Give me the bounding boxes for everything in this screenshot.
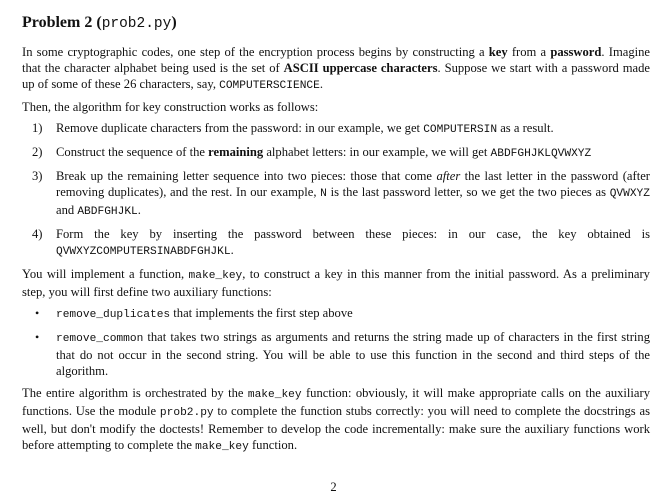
step-code: N	[320, 188, 327, 200]
implement-paragraph	[22, 266, 650, 300]
intro-text-1: In some cryptographic codes, one step of the encryption process begins by constructing a	[22, 45, 489, 59]
step-code: QVWXYZCOMPUTERSINABDFGHJKL	[56, 246, 231, 258]
step-text: as a result.	[497, 121, 554, 135]
entire-code-3: make_key	[195, 441, 249, 453]
entire-paragraph	[22, 385, 650, 455]
intro-ascii-term: ASCII uppercase characters	[283, 61, 438, 75]
entire-text-2: function: obviously, it will make appropriate calls on the auxiliary functions. Use the module	[22, 386, 650, 418]
step-text: alphabet letters: in our example, we will get	[263, 145, 491, 159]
implement-code: make_key	[188, 270, 243, 282]
bullet-icon: •	[35, 306, 40, 320]
entire-text-4: function.	[248, 438, 298, 452]
step-text: is the last password letter, so we get the two pieces as	[326, 185, 610, 199]
entire-text-1: The entire algorithm is orchestrated by the	[22, 386, 248, 400]
step-code: COMPUTERSIN	[423, 124, 498, 136]
title-filename: prob2.py	[101, 16, 172, 32]
step-text: .	[230, 243, 234, 257]
step-number: 2)	[32, 145, 43, 159]
then-paragraph: Then, the algorithm for key construction works as follows:	[22, 100, 319, 114]
step-bold: remaining	[208, 145, 264, 159]
intro-key-term: key	[488, 45, 508, 59]
intro-text-5: .	[319, 77, 323, 91]
implement-text-2: , to construct a key in this manner from the initial password. As a preliminary step, you will first define two auxiliary functions:	[22, 267, 650, 299]
aux-description: that implements the first step above	[170, 306, 353, 320]
step-3	[22, 168, 650, 220]
entire-text-3: to complete the function stubs correctly: you will need to complete the docstrings as well, but don't modify the doctests! Remember to develop the code incrementally: make sure the auxiliary functions work before attempting to complete the	[22, 404, 650, 452]
step-1	[22, 120, 650, 138]
intro-example-password: COMPUTERSCIENCE	[219, 80, 320, 92]
implement-text-1: You will implement a function,	[22, 267, 189, 281]
intro-text-3: . Imagine that the character alphabet being used is the set of	[22, 45, 651, 75]
intro-paragraph	[22, 44, 650, 94]
step-text: Form the key by inserting the password between these pieces: in our case, the key obtained is	[56, 227, 650, 241]
problem-title	[22, 14, 177, 32]
entire-code-2: prob2.py	[159, 407, 214, 419]
step-code: QVWXYZ	[609, 188, 650, 200]
page-number: 2	[330, 480, 337, 494]
bullet-icon: •	[35, 330, 40, 344]
problem-body	[22, 44, 650, 460]
aux-item-remove-common	[22, 329, 650, 379]
step-2	[22, 144, 650, 162]
step-italic: after	[436, 169, 461, 183]
title-prefix: Problem 2 (	[22, 14, 102, 31]
step-text: .	[137, 203, 141, 217]
step-number: 3)	[32, 169, 43, 183]
intro-text-2: from a	[507, 45, 551, 59]
step-text: Remove duplicate characters from the password: in our example, we get	[56, 121, 424, 135]
step-number: 1)	[32, 121, 43, 135]
auxiliary-functions-list	[22, 305, 650, 379]
aux-description: that takes two strings as arguments and returns the string made up of characters in the first string that do not occur in the second string. You will be able to use this function in the second and third steps of the algorithm.	[56, 330, 650, 378]
aux-function-name: remove_common	[56, 333, 144, 345]
step-text: the last letter in the password (after removing duplicates), and the rest. In our example,	[56, 169, 650, 199]
step-code: ABDFGHJKL	[77, 206, 138, 218]
intro-password-term: password	[550, 45, 602, 59]
step-4	[22, 226, 650, 260]
aux-function-name: remove_duplicates	[56, 309, 171, 321]
entire-code-1: make_key	[247, 389, 302, 401]
aux-item-remove-duplicates	[22, 305, 650, 323]
step-text: and	[56, 203, 78, 217]
step-code: ABDFGHJKLQVWXYZ	[490, 148, 592, 160]
step-number: 4)	[32, 227, 43, 241]
title-suffix: )	[171, 14, 177, 31]
step-text: Construct the sequence of the	[56, 145, 209, 159]
algorithm-steps	[22, 120, 650, 260]
step-text: Break up the remaining letter sequence into two pieces: those that come	[56, 169, 437, 183]
intro-text-4: . Suppose we start with a password made up of some of these 26 characters, say,	[22, 61, 651, 91]
